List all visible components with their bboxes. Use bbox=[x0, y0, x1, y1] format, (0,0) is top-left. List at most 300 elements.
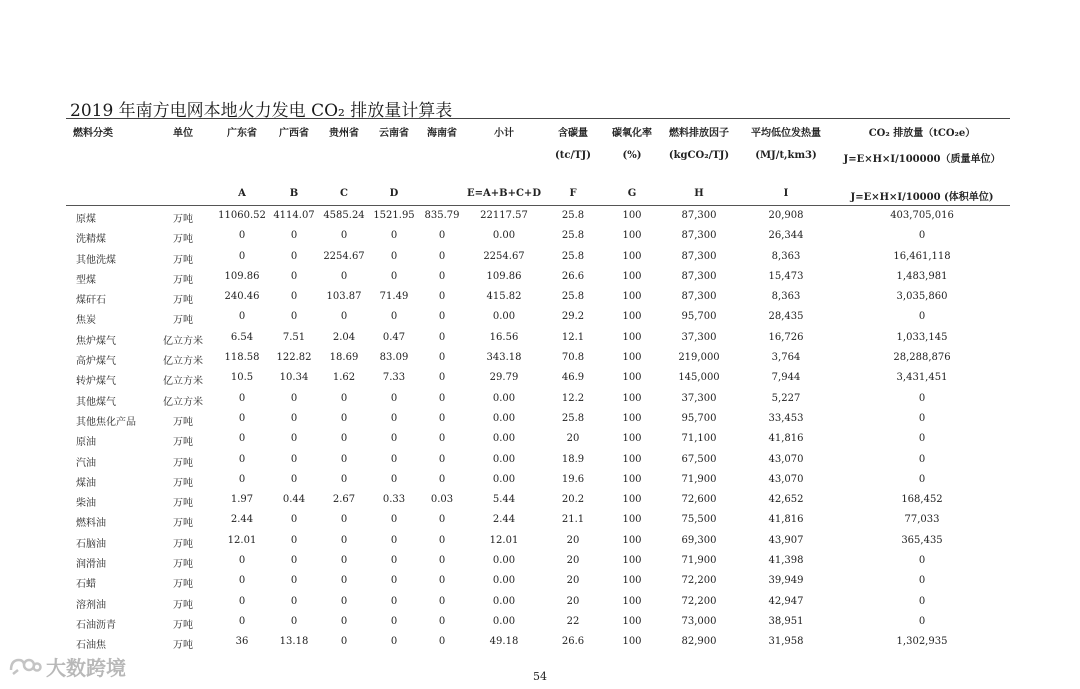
cell-col-8: 20.2 bbox=[561, 494, 585, 506]
cell-col-6: 0 bbox=[438, 514, 446, 526]
cell-col-12: 0 bbox=[918, 595, 926, 607]
cell-col-11: 20,908 bbox=[768, 210, 804, 221]
header-row1-col-0: 燃料分类 bbox=[73, 128, 113, 139]
cell-col-5: 1521.95 bbox=[373, 210, 415, 221]
table-row bbox=[66, 429, 1010, 449]
cell-col-6: 0 bbox=[438, 270, 446, 282]
cell-col-12: 16,461,118 bbox=[893, 250, 951, 262]
cell-col-10: 87,300 bbox=[681, 270, 717, 282]
cell-col-5: 0 bbox=[390, 412, 398, 424]
cell-col-10: 72,600 bbox=[681, 494, 717, 506]
cell-col-5: 0 bbox=[390, 392, 398, 404]
table-row bbox=[66, 571, 1010, 591]
cell-col-0: 其他洗煤 bbox=[76, 254, 116, 266]
header-row3-col-5: D bbox=[389, 188, 399, 199]
cell-col-9: 100 bbox=[622, 372, 642, 384]
cell-col-9: 100 bbox=[622, 230, 642, 242]
cell-col-6: 0 bbox=[438, 615, 446, 627]
cell-col-6: 0 bbox=[438, 636, 446, 648]
cell-col-2: 6.54 bbox=[230, 331, 254, 343]
cell-col-4: 0 bbox=[340, 555, 348, 567]
cell-col-1: 万吨 bbox=[173, 234, 193, 246]
cell-col-2: 0 bbox=[238, 473, 246, 485]
cell-col-2: 0 bbox=[238, 453, 246, 465]
cell-col-3: 0 bbox=[290, 412, 298, 424]
cell-col-0: 焦炉煤气 bbox=[76, 335, 116, 347]
cell-col-5: 71.49 bbox=[379, 291, 409, 303]
cell-col-8: 18.9 bbox=[561, 453, 585, 465]
cell-col-7: 0.00 bbox=[492, 230, 516, 242]
cell-col-11: 42,947 bbox=[768, 595, 804, 607]
cell-col-10: 71,100 bbox=[681, 433, 717, 445]
cell-col-9: 100 bbox=[622, 555, 642, 567]
cell-col-0: 汽油 bbox=[76, 457, 96, 469]
cell-col-8: 26.6 bbox=[561, 270, 585, 282]
cell-col-12: 0 bbox=[918, 555, 926, 567]
cell-col-0: 其他煤气 bbox=[76, 396, 116, 408]
cell-col-0: 原煤 bbox=[76, 214, 96, 225]
cell-col-4: 0 bbox=[340, 575, 348, 587]
cell-col-8: 25.8 bbox=[561, 230, 585, 242]
header-row1-col-7: 小计 bbox=[494, 128, 514, 139]
cell-col-9: 100 bbox=[622, 473, 642, 485]
cell-col-11: 16,726 bbox=[768, 331, 804, 343]
cell-col-4: 0 bbox=[340, 230, 348, 242]
cell-col-1: 亿立方米 bbox=[163, 396, 203, 408]
cell-col-0: 型煤 bbox=[76, 274, 96, 286]
cell-col-3: 7.51 bbox=[282, 331, 306, 343]
header-row1-col-4: 贵州省 bbox=[329, 128, 359, 139]
cell-col-0: 其他焦化产品 bbox=[76, 416, 136, 428]
cell-col-0: 溶剂油 bbox=[76, 599, 106, 611]
cell-col-1: 万吨 bbox=[173, 579, 193, 591]
cell-col-4: 0 bbox=[340, 311, 348, 323]
table-row bbox=[66, 592, 1010, 612]
cell-col-9: 100 bbox=[622, 615, 642, 627]
cell-col-12: 1,483,981 bbox=[896, 270, 948, 282]
cell-col-9: 100 bbox=[622, 494, 642, 506]
cell-col-12: 0 bbox=[918, 230, 926, 242]
cell-col-6: 835.79 bbox=[424, 210, 460, 221]
cell-col-6: 0 bbox=[438, 230, 446, 242]
cell-col-0: 煤矸石 bbox=[76, 295, 106, 307]
header-row3-col-11: I bbox=[783, 188, 789, 199]
cell-col-12: 0 bbox=[918, 392, 926, 404]
cell-col-3: 0 bbox=[290, 615, 298, 627]
cell-col-1: 万吨 bbox=[173, 214, 193, 225]
cell-col-7: 12.01 bbox=[489, 534, 519, 546]
cell-col-0: 燃料油 bbox=[76, 518, 106, 530]
cell-col-4: 0 bbox=[340, 453, 348, 465]
cell-col-7: 343.18 bbox=[486, 352, 522, 364]
table-row bbox=[66, 307, 1010, 327]
cell-col-6: 0 bbox=[438, 392, 446, 404]
cell-col-1: 亿立方米 bbox=[163, 335, 203, 347]
cell-col-3: 0 bbox=[290, 311, 298, 323]
cell-col-5: 0 bbox=[390, 250, 398, 262]
watermark-logo-icon bbox=[8, 656, 42, 678]
table-row bbox=[66, 267, 1010, 287]
cell-col-9: 100 bbox=[622, 270, 642, 282]
cell-col-8: 20 bbox=[566, 433, 580, 445]
cell-col-5: 0 bbox=[390, 534, 398, 546]
table-row bbox=[66, 531, 1010, 551]
cell-col-1: 万吨 bbox=[173, 640, 193, 652]
cell-col-12: 3,035,860 bbox=[896, 291, 948, 303]
cell-col-8: 70.8 bbox=[561, 352, 585, 364]
cell-col-11: 41,398 bbox=[768, 555, 804, 567]
cell-col-12: 28,288,876 bbox=[893, 352, 951, 364]
cell-col-12: 403,705,016 bbox=[890, 210, 954, 221]
cell-col-12: 3,431,451 bbox=[896, 372, 948, 384]
header-row3-col-10: H bbox=[694, 188, 704, 199]
cell-col-7: 16.56 bbox=[489, 331, 519, 343]
cell-col-1: 万吨 bbox=[173, 559, 193, 571]
cell-col-2: 240.46 bbox=[224, 291, 260, 303]
cell-col-4: 2.67 bbox=[332, 494, 356, 506]
cell-col-12: 0 bbox=[918, 473, 926, 485]
cell-col-1: 万吨 bbox=[173, 518, 193, 530]
cell-col-6: 0 bbox=[438, 331, 446, 343]
cell-col-5: 0 bbox=[390, 595, 398, 607]
cell-col-8: 25.8 bbox=[561, 210, 585, 221]
header-row2-col-8: (tc/TJ) bbox=[555, 150, 591, 161]
cell-col-6: 0 bbox=[438, 291, 446, 303]
cell-col-4: 103.87 bbox=[326, 291, 362, 303]
cell-col-7: 22117.57 bbox=[480, 210, 528, 221]
cell-col-9: 100 bbox=[622, 291, 642, 303]
cell-col-5: 0 bbox=[390, 230, 398, 242]
cell-col-10: 95,700 bbox=[681, 412, 717, 424]
cell-col-12: 0 bbox=[918, 453, 926, 465]
cell-col-3: 0 bbox=[290, 514, 298, 526]
cell-col-7: 0.00 bbox=[492, 433, 516, 445]
cell-col-4: 0 bbox=[340, 412, 348, 424]
cell-col-12: 0 bbox=[918, 615, 926, 627]
cell-col-2: 10.5 bbox=[230, 372, 254, 384]
header-row3-col-9: G bbox=[627, 188, 637, 199]
cell-col-3: 0 bbox=[290, 575, 298, 587]
cell-col-11: 31,958 bbox=[768, 636, 804, 648]
cell-col-6: 0 bbox=[438, 555, 446, 567]
cell-col-1: 万吨 bbox=[173, 437, 193, 449]
cell-col-8: 20 bbox=[566, 534, 580, 546]
cell-col-7: 29.79 bbox=[489, 372, 519, 384]
cell-col-8: 20 bbox=[566, 575, 580, 587]
table-row bbox=[66, 470, 1010, 490]
cell-col-1: 亿立方米 bbox=[163, 376, 203, 388]
cell-col-8: 20 bbox=[566, 555, 580, 567]
cell-col-8: 12.2 bbox=[561, 392, 585, 404]
watermark-text: 大数跨境 bbox=[46, 656, 126, 680]
cell-col-4: 2254.67 bbox=[323, 250, 365, 262]
cell-col-4: 1.62 bbox=[332, 372, 356, 384]
cell-col-5: 0 bbox=[390, 615, 398, 627]
cell-col-8: 19.6 bbox=[561, 473, 585, 485]
cell-col-11: 3,764 bbox=[771, 352, 801, 364]
cell-col-12: 168,452 bbox=[901, 494, 943, 506]
table-row bbox=[66, 510, 1010, 530]
table-top-rule bbox=[66, 118, 1010, 119]
header-row2-col-12: J=E×H×I/100000（质量单位） bbox=[843, 154, 1001, 165]
cell-col-9: 100 bbox=[622, 392, 642, 404]
cell-col-5: 0.33 bbox=[382, 494, 406, 506]
cell-col-8: 20 bbox=[566, 595, 580, 607]
cell-col-3: 4114.07 bbox=[273, 210, 315, 221]
cell-col-7: 2254.67 bbox=[483, 250, 525, 262]
cell-col-12: 0 bbox=[918, 575, 926, 587]
cell-col-3: 0 bbox=[290, 230, 298, 242]
cell-col-10: 69,300 bbox=[681, 534, 717, 546]
cell-col-7: 415.82 bbox=[486, 291, 522, 303]
cell-col-11: 43,070 bbox=[768, 453, 804, 465]
cell-col-10: 72,200 bbox=[681, 575, 717, 587]
header-row2-col-11: (MJ/t,km3) bbox=[755, 150, 817, 161]
cell-col-9: 100 bbox=[622, 453, 642, 465]
cell-col-8: 25.8 bbox=[561, 291, 585, 303]
cell-col-2: 0 bbox=[238, 311, 246, 323]
cell-col-11: 43,907 bbox=[768, 534, 804, 546]
table-row bbox=[66, 490, 1010, 510]
header-row1-col-9: 碳氧化率 bbox=[612, 128, 652, 139]
cell-col-10: 71,900 bbox=[681, 473, 717, 485]
cell-col-6: 0.03 bbox=[430, 494, 454, 506]
table-row bbox=[66, 328, 1010, 348]
cell-col-11: 5,227 bbox=[771, 392, 801, 404]
cell-col-12: 365,435 bbox=[901, 534, 943, 546]
cell-col-10: 82,900 bbox=[681, 636, 717, 648]
cell-col-5: 7.33 bbox=[382, 372, 406, 384]
cell-col-1: 万吨 bbox=[173, 254, 193, 266]
cell-col-0: 转炉煤气 bbox=[76, 376, 116, 388]
cell-col-11: 38,951 bbox=[768, 615, 804, 627]
cell-col-0: 煤油 bbox=[76, 477, 96, 489]
cell-col-6: 0 bbox=[438, 575, 446, 587]
cell-col-8: 21.1 bbox=[561, 514, 585, 526]
cell-col-3: 0 bbox=[290, 534, 298, 546]
cell-col-9: 100 bbox=[622, 534, 642, 546]
cell-col-4: 0 bbox=[340, 615, 348, 627]
cell-col-9: 100 bbox=[622, 311, 642, 323]
header-row2-col-10: (kgCO₂/TJ) bbox=[668, 150, 730, 161]
cell-col-12: 1,302,935 bbox=[896, 636, 948, 648]
cell-col-6: 0 bbox=[438, 453, 446, 465]
cell-col-5: 0 bbox=[390, 453, 398, 465]
cell-col-10: 219,000 bbox=[678, 352, 720, 364]
cell-col-10: 37,300 bbox=[681, 331, 717, 343]
table-row bbox=[66, 247, 1010, 267]
cell-col-4: 0 bbox=[340, 514, 348, 526]
cell-col-2: 0 bbox=[238, 555, 246, 567]
cell-col-2: 0 bbox=[238, 412, 246, 424]
cell-col-1: 万吨 bbox=[173, 498, 193, 510]
cell-col-9: 100 bbox=[622, 595, 642, 607]
cell-col-6: 0 bbox=[438, 534, 446, 546]
cell-col-11: 8,363 bbox=[771, 250, 801, 262]
cell-col-11: 7,944 bbox=[771, 372, 801, 384]
cell-col-10: 95,700 bbox=[681, 311, 717, 323]
cell-col-6: 0 bbox=[438, 433, 446, 445]
cell-col-0: 原油 bbox=[76, 437, 96, 449]
cell-col-3: 0 bbox=[290, 433, 298, 445]
cell-col-7: 0.00 bbox=[492, 595, 516, 607]
cell-col-0: 高炉煤气 bbox=[76, 356, 116, 368]
cell-col-7: 2.44 bbox=[492, 514, 516, 526]
cell-col-8: 29.2 bbox=[561, 311, 585, 323]
cell-col-3: 10.34 bbox=[279, 372, 309, 384]
cell-col-6: 0 bbox=[438, 250, 446, 262]
table-row bbox=[66, 450, 1010, 470]
cell-col-2: 0 bbox=[238, 392, 246, 404]
header-row1-col-5: 云南省 bbox=[379, 128, 409, 139]
cell-col-0: 石油焦 bbox=[76, 640, 106, 652]
cell-col-4: 0 bbox=[340, 473, 348, 485]
header-row3-col-3: B bbox=[289, 188, 299, 199]
header-row2-col-9: (%) bbox=[622, 150, 642, 161]
cell-col-5: 0 bbox=[390, 636, 398, 648]
cell-col-4: 0 bbox=[340, 636, 348, 648]
header-row1-col-12: CO₂ 排放量（tCO₂e） bbox=[868, 128, 976, 139]
cell-col-1: 万吨 bbox=[173, 457, 193, 469]
cell-col-9: 100 bbox=[622, 575, 642, 587]
cell-col-5: 0 bbox=[390, 514, 398, 526]
cell-col-1: 万吨 bbox=[173, 416, 193, 428]
cell-col-5: 0 bbox=[390, 311, 398, 323]
table-row bbox=[66, 206, 1010, 226]
cell-col-1: 万吨 bbox=[173, 315, 193, 327]
cell-col-5: 0 bbox=[390, 473, 398, 485]
cell-col-12: 0 bbox=[918, 433, 926, 445]
cell-col-0: 石油沥青 bbox=[76, 619, 116, 631]
cell-col-1: 万吨 bbox=[173, 619, 193, 631]
cell-col-3: 0 bbox=[290, 595, 298, 607]
cell-col-7: 0.00 bbox=[492, 575, 516, 587]
cell-col-9: 100 bbox=[622, 433, 642, 445]
table-row bbox=[66, 612, 1010, 632]
cell-col-12: 0 bbox=[918, 311, 926, 323]
cell-col-3: 0 bbox=[290, 392, 298, 404]
watermark bbox=[8, 652, 126, 681]
cell-col-9: 100 bbox=[622, 514, 642, 526]
cell-col-8: 12.1 bbox=[561, 331, 585, 343]
cell-col-9: 100 bbox=[622, 352, 642, 364]
cell-col-1: 万吨 bbox=[173, 477, 193, 489]
header-row3-col-7: E=A+B+C+D bbox=[467, 188, 541, 199]
cell-col-7: 0.00 bbox=[492, 392, 516, 404]
cell-col-7: 0.00 bbox=[492, 311, 516, 323]
cell-col-0: 石蜡 bbox=[76, 579, 96, 591]
cell-col-11: 15,473 bbox=[768, 270, 804, 282]
cell-col-11: 39,949 bbox=[768, 575, 804, 587]
cell-col-2: 12.01 bbox=[227, 534, 257, 546]
cell-col-11: 33,453 bbox=[768, 412, 804, 424]
cell-col-6: 0 bbox=[438, 595, 446, 607]
cell-col-10: 87,300 bbox=[681, 291, 717, 303]
header-row1-col-2: 广东省 bbox=[227, 128, 257, 139]
cell-col-10: 145,000 bbox=[678, 372, 720, 384]
cell-col-1: 万吨 bbox=[173, 538, 193, 550]
cell-col-7: 0.00 bbox=[492, 412, 516, 424]
header-row1-col-8: 含碳量 bbox=[558, 128, 588, 139]
cell-col-5: 0 bbox=[390, 433, 398, 445]
cell-col-5: 83.09 bbox=[379, 352, 409, 364]
cell-col-4: 2.04 bbox=[332, 331, 356, 343]
cell-col-7: 5.44 bbox=[492, 494, 516, 506]
cell-col-3: 0 bbox=[290, 270, 298, 282]
cell-col-11: 43,070 bbox=[768, 473, 804, 485]
cell-col-2: 2.44 bbox=[230, 514, 254, 526]
cell-col-3: 0 bbox=[290, 250, 298, 262]
cell-col-4: 0 bbox=[340, 392, 348, 404]
cell-col-2: 0 bbox=[238, 575, 246, 587]
cell-col-2: 36 bbox=[235, 636, 249, 648]
header-row3-col-4: C bbox=[340, 188, 348, 199]
cell-col-4: 0 bbox=[340, 595, 348, 607]
cell-col-10: 87,300 bbox=[681, 210, 717, 221]
cell-col-2: 0 bbox=[238, 615, 246, 627]
cell-col-10: 67,500 bbox=[681, 453, 717, 465]
cell-col-1: 万吨 bbox=[173, 274, 193, 286]
cell-col-6: 0 bbox=[438, 311, 446, 323]
cell-col-1: 亿立方米 bbox=[163, 356, 203, 368]
cell-col-5: 0 bbox=[390, 555, 398, 567]
cell-col-11: 28,435 bbox=[768, 311, 804, 323]
cell-col-10: 71,900 bbox=[681, 555, 717, 567]
cell-col-0: 柴油 bbox=[76, 498, 96, 510]
cell-col-12: 77,033 bbox=[904, 514, 940, 526]
cell-col-12: 1,033,145 bbox=[896, 331, 948, 343]
cell-col-3: 122.82 bbox=[276, 352, 312, 364]
cell-col-5: 0 bbox=[390, 575, 398, 587]
cell-col-7: 0.00 bbox=[492, 555, 516, 567]
cell-col-4: 4585.24 bbox=[323, 210, 365, 221]
cell-col-3: 13.18 bbox=[279, 636, 309, 648]
cell-col-9: 100 bbox=[622, 331, 642, 343]
cell-col-2: 0 bbox=[238, 230, 246, 242]
cell-col-3: 0 bbox=[290, 453, 298, 465]
cell-col-9: 100 bbox=[622, 412, 642, 424]
cell-col-2: 109.86 bbox=[224, 270, 260, 282]
header-row3-col-2: A bbox=[238, 188, 246, 199]
header-row1-col-1: 单位 bbox=[173, 128, 193, 139]
table-row bbox=[66, 632, 1010, 652]
cell-col-0: 润滑油 bbox=[76, 559, 106, 571]
cell-col-11: 8,363 bbox=[771, 291, 801, 303]
cell-col-10: 72,200 bbox=[681, 595, 717, 607]
cell-col-5: 0 bbox=[390, 270, 398, 282]
cell-col-11: 26,344 bbox=[768, 230, 804, 242]
cell-col-9: 100 bbox=[622, 250, 642, 262]
cell-col-6: 0 bbox=[438, 352, 446, 364]
cell-col-11: 41,816 bbox=[768, 514, 804, 526]
cell-col-8: 26.6 bbox=[561, 636, 585, 648]
table-row bbox=[66, 368, 1010, 388]
cell-col-10: 37,300 bbox=[681, 392, 717, 404]
cell-col-5: 0.47 bbox=[382, 331, 406, 343]
cell-col-2: 0 bbox=[238, 250, 246, 262]
cell-col-10: 87,300 bbox=[681, 250, 717, 262]
header-row1-col-3: 广西省 bbox=[279, 128, 309, 139]
table-row bbox=[66, 226, 1010, 246]
cell-col-2: 1.97 bbox=[230, 494, 254, 506]
header-row3-col-12: J=E×H×I/10000 (体积单位) bbox=[850, 192, 994, 203]
cell-col-7: 0.00 bbox=[492, 453, 516, 465]
cell-col-10: 87,300 bbox=[681, 230, 717, 242]
cell-col-0: 焦炭 bbox=[76, 315, 96, 327]
table-row bbox=[66, 551, 1010, 571]
cell-col-3: 0 bbox=[290, 291, 298, 303]
cell-col-0: 石脑油 bbox=[76, 538, 106, 550]
